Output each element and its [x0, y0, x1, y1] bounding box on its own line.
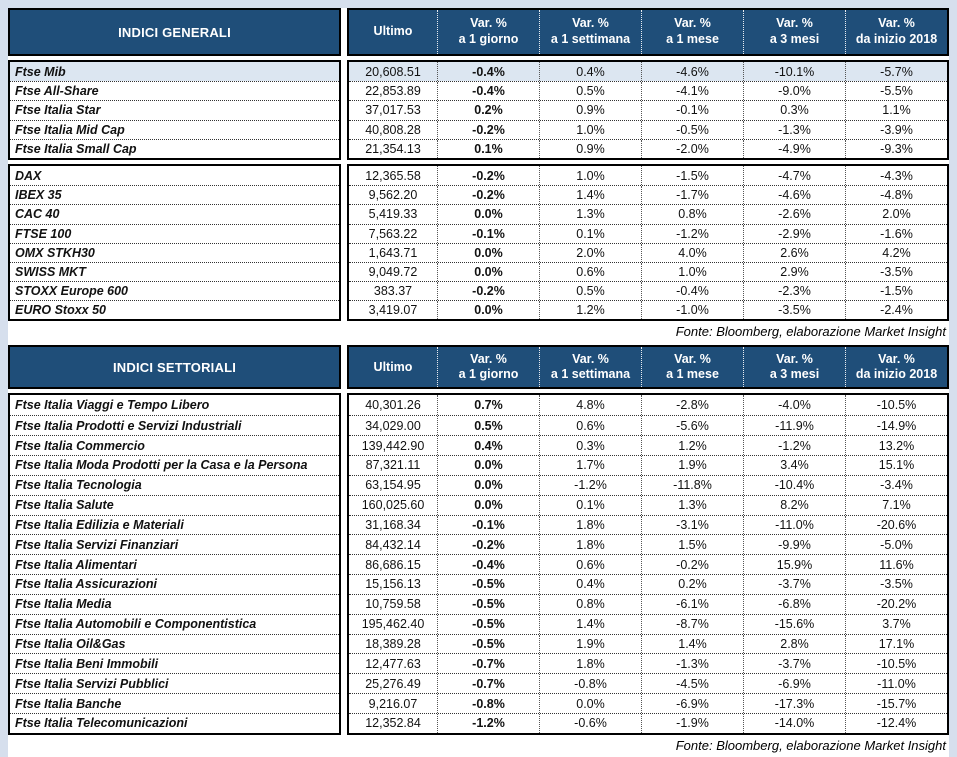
cell-var-3: 15.9% — [743, 555, 845, 574]
table-row — [349, 455, 947, 475]
cell-var-4: -10.5% — [845, 654, 947, 673]
col-header-line2: a 3 mesi — [769, 32, 820, 46]
cell-var-3: -14.0% — [743, 714, 845, 733]
row-label: Ftse Italia Alimentari — [10, 554, 339, 574]
cell-var-1: 0.5% — [539, 282, 641, 300]
cell-var-0: -0.4% — [437, 555, 539, 574]
row-label: Ftse Italia Moda Prodotti per la Casa e la Persona — [10, 455, 339, 475]
cell-var-1: 1.2% — [539, 301, 641, 319]
cell-var-0: 0.0% — [437, 456, 539, 475]
row-label: Ftse Italia Media — [10, 594, 339, 614]
cell-var-4: -3.9% — [845, 121, 947, 139]
cell-ultimo: 383.37 — [373, 284, 413, 299]
index-values-block — [347, 393, 949, 734]
cell-var-1: 0.4% — [539, 575, 641, 594]
col-header-line1: Var. % — [776, 16, 813, 31]
col-header-ultimo: Ultimo — [373, 359, 413, 374]
cell-var-3: -6.8% — [743, 595, 845, 614]
cell-ultimo: 63,154.95 — [365, 478, 421, 493]
cell-var-4: -9.3% — [845, 140, 947, 158]
cell-var-0: -0.2% — [437, 535, 539, 554]
cell-var-4: -14.9% — [845, 416, 947, 435]
table-row — [349, 713, 947, 733]
cell-var-4: 3.7% — [845, 615, 947, 634]
col-header-var-2 — [641, 10, 743, 54]
col-header-line2: a 1 settimana — [550, 367, 631, 382]
cell-var-0: 0.5% — [437, 416, 539, 435]
row-label: CAC 40 — [10, 204, 339, 223]
cell-var-2: -4.5% — [641, 674, 743, 693]
cell-var-3: -4.9% — [743, 140, 845, 158]
col-header-var-2 — [641, 347, 743, 387]
column-headers — [347, 345, 949, 389]
col-header-line2: a 3 mesi — [769, 367, 820, 382]
cell-var-3: 2.6% — [743, 244, 845, 262]
cell-var-1: 0.6% — [539, 416, 641, 435]
cell-var-4: 1.1% — [845, 101, 947, 119]
row-label: Ftse Italia Telecomunicazioni — [10, 713, 339, 733]
cell-var-2: -1.7% — [641, 186, 743, 204]
cell-ultimo: 160,025.60 — [361, 498, 425, 513]
cell-var-3: -6.9% — [743, 674, 845, 693]
col-header-line2: a 1 giorno — [458, 32, 519, 46]
cell-var-0: 0.0% — [437, 205, 539, 223]
table-row — [349, 495, 947, 515]
cell-ultimo: 12,365.58 — [365, 168, 421, 183]
index-values-block — [347, 164, 949, 322]
cell-var-3: -10.4% — [743, 476, 845, 495]
header-row — [8, 345, 949, 389]
cell-ultimo: 139,442.90 — [361, 438, 425, 453]
cell-var-2: -0.5% — [641, 121, 743, 139]
cell-ultimo: 1,643.71 — [368, 245, 418, 260]
cell-var-2: 1.0% — [641, 263, 743, 281]
cell-var-4: -5.7% — [845, 62, 947, 81]
cell-ultimo: 21,354.13 — [365, 141, 421, 156]
cell-var-0: -0.7% — [437, 674, 539, 693]
table-row — [349, 166, 947, 185]
cell-var-1: 0.3% — [539, 436, 641, 455]
index-group — [8, 60, 949, 160]
cell-var-2: -6.9% — [641, 694, 743, 713]
col-header-ultimo: Ultimo — [373, 24, 413, 39]
cell-var-1: 4.8% — [539, 395, 641, 415]
row-label: Ftse Mib — [10, 62, 339, 81]
cell-var-4: -4.3% — [845, 166, 947, 185]
cell-var-1: 0.1% — [539, 496, 641, 515]
cell-var-0: -0.4% — [437, 62, 539, 81]
cell-var-0: 0.0% — [437, 301, 539, 319]
table-row — [349, 673, 947, 693]
cell-var-2: -1.9% — [641, 714, 743, 733]
cell-var-2: 0.2% — [641, 575, 743, 594]
row-label: Ftse Italia Servizi Pubblici — [10, 673, 339, 693]
cell-var-1: 1.4% — [539, 186, 641, 204]
market-indices-report — [8, 8, 949, 757]
index-labels-block — [8, 60, 341, 160]
header-row — [8, 8, 949, 56]
row-label: SWISS MKT — [10, 262, 339, 281]
cell-var-4: -2.4% — [845, 301, 947, 319]
cell-var-4: -3.4% — [845, 476, 947, 495]
cell-var-4: -5.5% — [845, 82, 947, 100]
cell-var-3: -11.9% — [743, 416, 845, 435]
table-row — [349, 185, 947, 204]
cell-ultimo: 87,321.11 — [365, 458, 421, 473]
cell-var-2: -1.0% — [641, 301, 743, 319]
cell-var-3: -10.1% — [743, 62, 845, 81]
index-labels-block — [8, 393, 341, 734]
table-row — [349, 243, 947, 262]
table-title: INDICI SETTORIALI — [8, 345, 341, 389]
cell-var-0: -0.1% — [437, 225, 539, 243]
cell-var-1: 1.0% — [539, 166, 641, 185]
table-section — [8, 8, 949, 343]
cell-ultimo: 31,168.34 — [365, 517, 421, 532]
row-label: Ftse Italia Banche — [10, 693, 339, 713]
cell-var-1: 0.6% — [539, 555, 641, 574]
cell-var-4: -5.0% — [845, 535, 947, 554]
cell-var-0: 0.7% — [437, 395, 539, 415]
cell-var-1: 1.9% — [539, 635, 641, 654]
cell-var-1: 2.0% — [539, 244, 641, 262]
table-title: INDICI GENERALI — [8, 8, 341, 56]
row-label: FTSE 100 — [10, 224, 339, 243]
cell-ultimo: 7,563.22 — [368, 226, 418, 241]
cell-var-3: -2.9% — [743, 225, 845, 243]
col-header-var-3 — [743, 10, 845, 54]
row-label: Ftse All-Share — [10, 81, 339, 100]
cell-var-3: -11.0% — [743, 516, 845, 535]
cell-var-1: 0.8% — [539, 595, 641, 614]
cell-var-0: -0.5% — [437, 615, 539, 634]
table-row — [349, 435, 947, 455]
table-row — [349, 574, 947, 594]
cell-var-4: 17.1% — [845, 635, 947, 654]
col-header-line2: a 1 mese — [666, 367, 719, 382]
cell-var-4: -1.6% — [845, 225, 947, 243]
cell-var-3: -2.6% — [743, 205, 845, 223]
cell-var-1: 1.8% — [539, 535, 641, 554]
cell-var-4: -20.2% — [845, 595, 947, 614]
cell-var-1: 0.6% — [539, 263, 641, 281]
cell-var-3: 2.9% — [743, 263, 845, 281]
col-header-line1: Var. % — [470, 16, 507, 31]
column-headers — [347, 8, 949, 56]
row-label: DAX — [15, 168, 42, 183]
table-row — [349, 653, 947, 673]
table-row — [349, 395, 947, 415]
cell-var-3: -4.0% — [743, 395, 845, 415]
row-label: Ftse Italia Oil&Gas — [10, 634, 339, 654]
cell-var-0: -0.4% — [437, 82, 539, 100]
col-header-var-1 — [539, 347, 641, 387]
col-header-var-4 — [845, 10, 947, 54]
table-section — [8, 345, 949, 756]
cell-var-0: 0.1% — [437, 140, 539, 158]
cell-var-3: -3.7% — [743, 654, 845, 673]
cell-var-1: 1.8% — [539, 516, 641, 535]
col-header-line1: Var. % — [470, 351, 507, 366]
col-header-line1: Var. % — [572, 351, 609, 366]
cell-ultimo: 84,432.14 — [365, 537, 421, 552]
index-values-block — [347, 60, 949, 160]
cell-var-1: 0.1% — [539, 225, 641, 243]
col-header-line1: Var. % — [572, 16, 609, 31]
cell-var-3: 0.3% — [743, 101, 845, 119]
cell-var-1: 0.0% — [539, 694, 641, 713]
col-header-line2: a 1 settimana — [550, 32, 631, 46]
row-label: EURO Stoxx 50 — [10, 300, 339, 319]
index-group — [8, 164, 949, 322]
row-label: Ftse Italia Beni Immobili — [10, 653, 339, 673]
cell-ultimo: 10,759.58 — [365, 597, 421, 612]
table-row — [349, 281, 947, 300]
cell-var-4: -12.4% — [845, 714, 947, 733]
col-header-var-0 — [437, 347, 539, 387]
col-header-line1: Var. % — [776, 351, 813, 366]
cell-var-4: 2.0% — [845, 205, 947, 223]
table-row — [349, 100, 947, 119]
cell-var-2: -3.1% — [641, 516, 743, 535]
cell-var-4: -10.5% — [845, 395, 947, 415]
cell-var-0: -0.2% — [437, 282, 539, 300]
cell-ultimo: 86,686.15 — [365, 557, 421, 572]
col-header-line1: Var. % — [674, 351, 711, 366]
cell-var-0: -0.2% — [437, 186, 539, 204]
cell-var-2: 0.8% — [641, 205, 743, 223]
table-row — [349, 693, 947, 713]
cell-var-2: -4.6% — [641, 62, 743, 81]
cell-var-2: -2.0% — [641, 140, 743, 158]
cell-ultimo: 40,808.28 — [365, 122, 421, 137]
cell-var-2: -11.8% — [641, 476, 743, 495]
cell-var-0: -0.1% — [437, 516, 539, 535]
table-row — [349, 594, 947, 614]
cell-var-2: 1.5% — [641, 535, 743, 554]
col-header-line2: da inizio 2018 — [855, 32, 938, 46]
cell-var-3: 3.4% — [743, 456, 845, 475]
cell-var-2: -6.1% — [641, 595, 743, 614]
table-row — [349, 204, 947, 223]
cell-var-0: 0.0% — [437, 244, 539, 262]
cell-var-1: 1.7% — [539, 456, 641, 475]
cell-var-0: 0.0% — [437, 476, 539, 495]
cell-var-0: 0.4% — [437, 436, 539, 455]
cell-var-0: 0.0% — [437, 263, 539, 281]
cell-var-0: -0.2% — [437, 166, 539, 185]
cell-var-1: 1.8% — [539, 654, 641, 673]
col-header-line1: Var. % — [674, 16, 711, 31]
cell-var-4: 11.6% — [845, 555, 947, 574]
cell-var-2: -5.6% — [641, 416, 743, 435]
cell-ultimo: 3,419.07 — [368, 303, 418, 318]
cell-var-0: -0.5% — [437, 595, 539, 614]
cell-var-2: 1.3% — [641, 496, 743, 515]
table-row — [349, 262, 947, 281]
cell-var-4: -4.8% — [845, 186, 947, 204]
row-label: Ftse Italia Tecnologia — [10, 475, 339, 495]
cell-var-0: -1.2% — [437, 714, 539, 733]
cell-var-4: 7.1% — [845, 496, 947, 515]
cell-var-2: 4.0% — [641, 244, 743, 262]
cell-var-4: 15.1% — [845, 456, 947, 475]
cell-var-4: -15.7% — [845, 694, 947, 713]
cell-ultimo: 9,216.07 — [368, 696, 418, 711]
cell-var-1: -0.6% — [539, 714, 641, 733]
cell-var-1: -1.2% — [539, 476, 641, 495]
cell-var-0: 0.0% — [437, 496, 539, 515]
cell-var-0: -0.2% — [437, 121, 539, 139]
row-label: Ftse Italia Servizi Finanziari — [10, 534, 339, 554]
table-row — [349, 139, 947, 158]
row-label: Ftse Italia Small Cap — [10, 139, 339, 158]
cell-var-3: -1.2% — [743, 436, 845, 455]
col-header-var-4 — [845, 347, 947, 387]
table-row — [349, 62, 947, 81]
cell-ultimo: 20,608.51 — [365, 64, 421, 79]
index-labels-block — [8, 164, 341, 322]
cell-var-3: -1.3% — [743, 121, 845, 139]
row-label: OMX STKH30 — [10, 243, 339, 262]
row-label: Ftse Italia Commercio — [10, 435, 339, 455]
table-row — [349, 300, 947, 319]
cell-var-1: 0.4% — [539, 62, 641, 81]
cell-var-4: -11.0% — [845, 674, 947, 693]
cell-var-1: 0.9% — [539, 140, 641, 158]
table-row — [349, 81, 947, 100]
cell-var-4: 4.2% — [845, 244, 947, 262]
row-label: Ftse Italia Salute — [10, 495, 339, 515]
cell-var-1: 0.9% — [539, 101, 641, 119]
cell-var-2: -1.5% — [641, 166, 743, 185]
cell-var-4: -3.5% — [845, 575, 947, 594]
table-row — [349, 634, 947, 654]
cell-ultimo: 18,389.28 — [365, 636, 421, 651]
row-label: Ftse Italia Edilizia e Materiali — [10, 515, 339, 535]
cell-var-1: 1.3% — [539, 205, 641, 223]
cell-var-3: 2.8% — [743, 635, 845, 654]
cell-ultimo: 9,049.72 — [368, 264, 418, 279]
cell-var-0: 0.2% — [437, 101, 539, 119]
row-label: STOXX Europe 600 — [10, 281, 339, 300]
cell-ultimo: 5,419.33 — [368, 207, 418, 222]
table-row — [349, 534, 947, 554]
col-header-var-1 — [539, 10, 641, 54]
table-row — [349, 554, 947, 574]
cell-var-3: -2.3% — [743, 282, 845, 300]
cell-ultimo: 34,029.00 — [365, 418, 421, 433]
cell-var-2: 1.4% — [641, 635, 743, 654]
table-row — [349, 475, 947, 495]
cell-var-0: -0.8% — [437, 694, 539, 713]
cell-ultimo: 37,017.53 — [365, 103, 421, 118]
cell-var-2: -0.2% — [641, 555, 743, 574]
row-label: Ftse Italia Prodotti e Servizi Industriali — [10, 415, 339, 435]
fonte-note: Fonte: Bloomberg, elaborazione Market Insight — [8, 735, 949, 757]
row-label: Ftse Italia Assicurazioni — [10, 574, 339, 594]
cell-var-2: -2.8% — [641, 395, 743, 415]
cell-var-2: 1.9% — [641, 456, 743, 475]
row-label: IBEX 35 — [10, 185, 339, 204]
table-row — [349, 614, 947, 634]
cell-var-1: 1.0% — [539, 121, 641, 139]
cell-var-0: -0.7% — [437, 654, 539, 673]
cell-ultimo: 9,562.20 — [368, 188, 418, 203]
col-header-line2: a 1 mese — [666, 32, 719, 46]
cell-var-4: -1.5% — [845, 282, 947, 300]
cell-var-3: -3.5% — [743, 301, 845, 319]
cell-var-3: -4.7% — [743, 166, 845, 185]
cell-var-0: -0.5% — [437, 635, 539, 654]
cell-var-3: 8.2% — [743, 496, 845, 515]
cell-var-4: -3.5% — [845, 263, 947, 281]
cell-var-4: -20.6% — [845, 516, 947, 535]
cell-var-3: -9.9% — [743, 535, 845, 554]
index-group — [8, 393, 949, 734]
cell-var-1: 1.4% — [539, 615, 641, 634]
table-row — [349, 224, 947, 243]
cell-var-3: -9.0% — [743, 82, 845, 100]
cell-var-4: 13.2% — [845, 436, 947, 455]
cell-var-1: -0.8% — [539, 674, 641, 693]
fonte-note: Fonte: Bloomberg, elaborazione Market Insight — [8, 321, 949, 343]
cell-var-1: 0.5% — [539, 82, 641, 100]
cell-var-3: -3.7% — [743, 575, 845, 594]
cell-var-2: -1.3% — [641, 654, 743, 673]
cell-ultimo: 195,462.40 — [361, 617, 425, 632]
cell-ultimo: 25,276.49 — [365, 676, 421, 691]
row-label: Ftse Italia Automobili e Componentistica — [10, 614, 339, 634]
row-label: Ftse Italia Mid Cap — [10, 120, 339, 139]
cell-var-0: -0.5% — [437, 575, 539, 594]
cell-var-2: -1.2% — [641, 225, 743, 243]
cell-var-3: -4.6% — [743, 186, 845, 204]
col-header-line1: Var. % — [878, 351, 915, 366]
cell-var-2: -0.4% — [641, 282, 743, 300]
cell-var-2: -0.1% — [641, 101, 743, 119]
table-row — [349, 120, 947, 139]
cell-ultimo: 12,477.63 — [365, 656, 421, 671]
col-header-line1: Var. % — [878, 16, 915, 31]
cell-ultimo: 15,156.13 — [365, 577, 421, 592]
cell-var-2: 1.2% — [641, 436, 743, 455]
row-label: Ftse Italia Viaggi e Tempo Libero — [15, 398, 210, 413]
cell-ultimo: 12,352.84 — [365, 716, 421, 731]
cell-var-3: -15.6% — [743, 615, 845, 634]
cell-ultimo: 22,853.89 — [365, 84, 421, 99]
col-header-var-0 — [437, 10, 539, 54]
col-header-var-3 — [743, 347, 845, 387]
table-row — [349, 515, 947, 535]
table-row — [349, 415, 947, 435]
cell-var-2: -4.1% — [641, 82, 743, 100]
cell-var-3: -17.3% — [743, 694, 845, 713]
cell-var-2: -8.7% — [641, 615, 743, 634]
col-header-line2: da inizio 2018 — [855, 367, 938, 382]
cell-ultimo: 40,301.26 — [365, 398, 421, 413]
col-header-line2: a 1 giorno — [458, 367, 519, 382]
row-label: Ftse Italia Star — [10, 100, 339, 119]
